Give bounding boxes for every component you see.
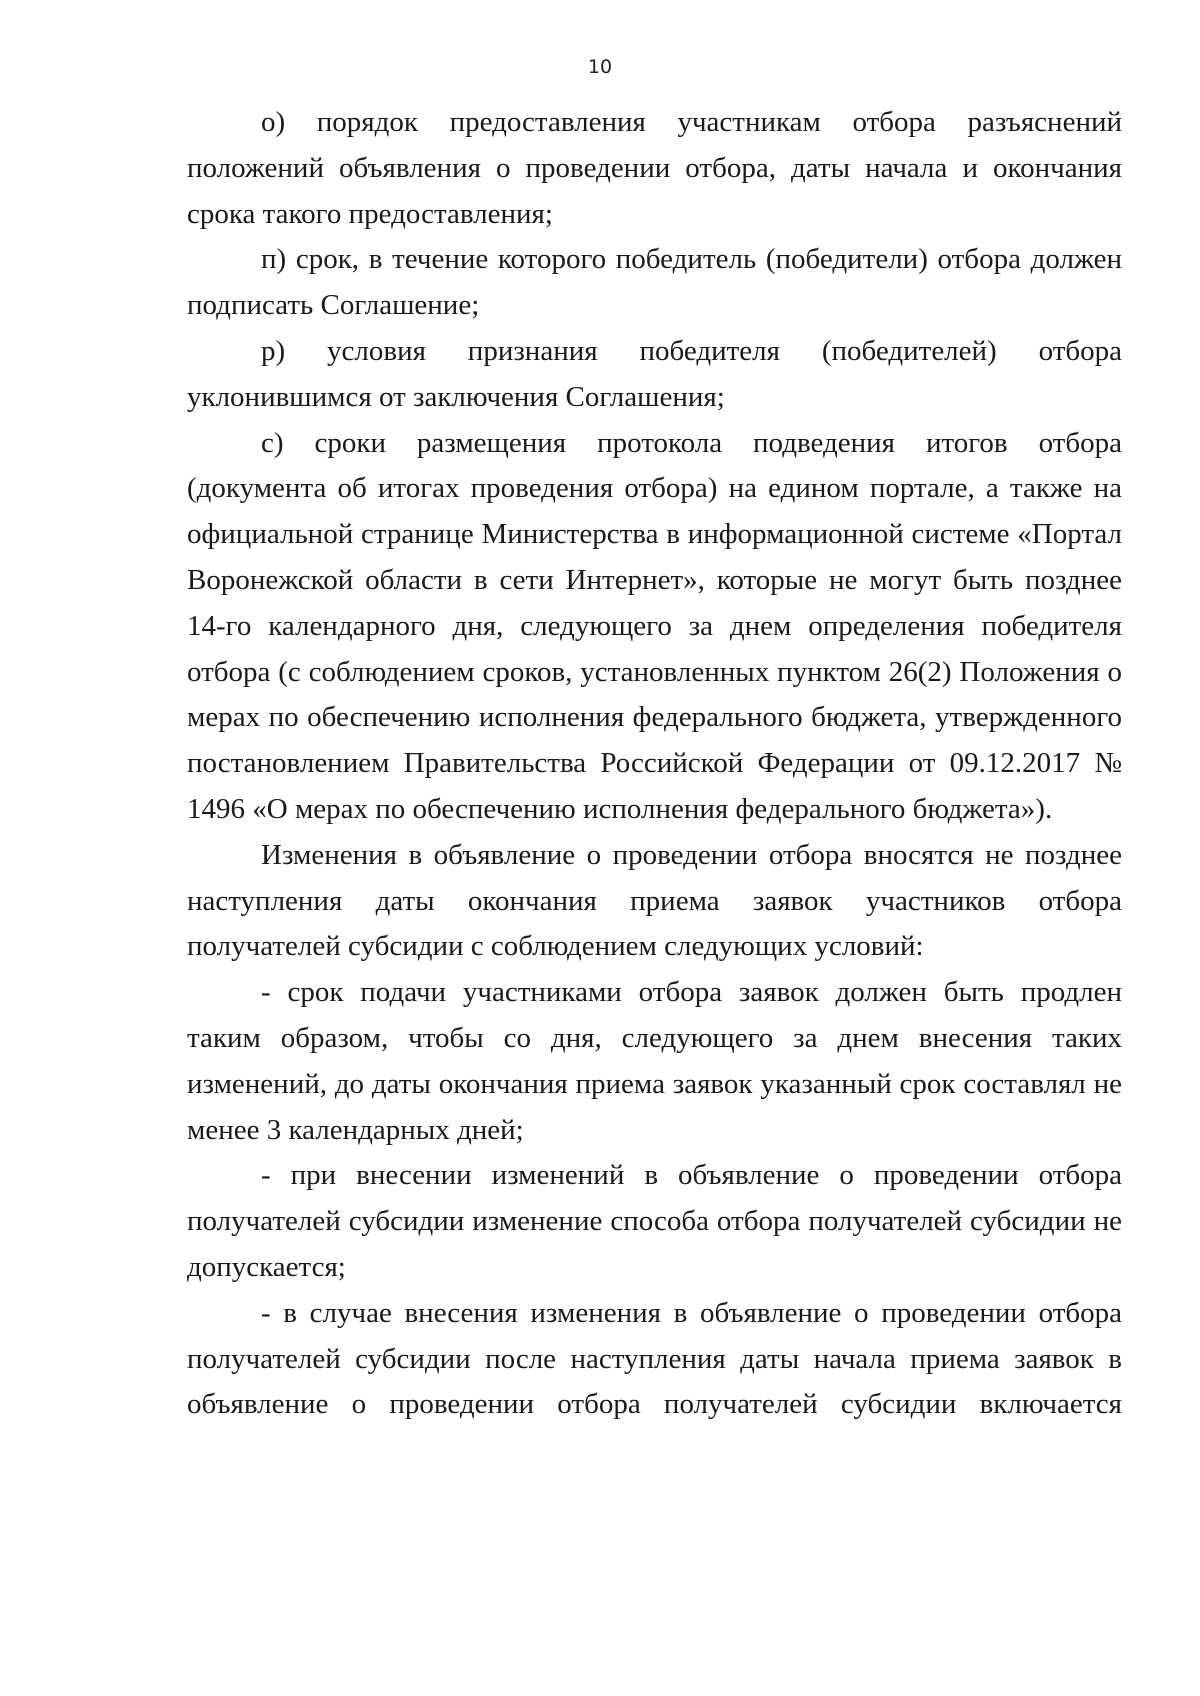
paragraph-o: о) порядок предоставления участникам отбора разъяснений положений объявления о проведении отбора, даты начала и окончания срока такого предоставления; [187, 106, 1122, 230]
paragraph-changes-intro: Изменения в объявление о проведении отбора вносятся не позднее наступления даты окончания приема заявок участников отбора получателей субсидии с соблюдением следующих условий: [187, 838, 1122, 963]
page-number: 10 [587, 56, 613, 78]
document-body [187, 100, 1122, 1428]
list-item-deadline-extension: - срок подачи участниками отбора заявок должен быть продлен таким образом, чтобы со дня, следующего за днем внесения таких изменений, до даты окончания приема заявок указанный срок составлял не менее 3 календарных дней; [187, 976, 1122, 1146]
paragraph-s: с) сроки размещения протокола подведения итогов отбора (документа об итогах проведения отбора) на едином портале, а также на официальной странице Министерства в информационной системе «Портал Воронежской области в сети Интернет», которые не могут быть позднее 14-го календарного дня, следующего за днем определения победителя отбора (с соблюдением сроков, установленных пунктом 26(2) Положения о мерах по обеспечению исполнения федерального бюджета, утвержденного постановлением Правительства Российской Федерации от 09.12.2017 № 1496 «О мерах по обеспечению исполнения федерального бюджета»). [187, 426, 1122, 825]
paragraph-r: р) условия признания победителя (победителей) отбора уклонившимся от заключения Соглашения; [187, 334, 1122, 413]
paragraph-p: п) срок, в течение которого победитель (победители) отбора должен подписать Соглашение; [187, 243, 1122, 322]
list-item-method-change: - при внесении изменений в объявление о проведении отбора получателей субсидии изменение способа отбора получателей субсидии не допускается; [187, 1159, 1122, 1283]
list-item-after-start: - в случае внесения изменения в объявление о проведении отбора получателей субсидии после наступления даты начала приема заявок в объявление о проведении отбора получателей субсидии включается [187, 1296, 1122, 1421]
